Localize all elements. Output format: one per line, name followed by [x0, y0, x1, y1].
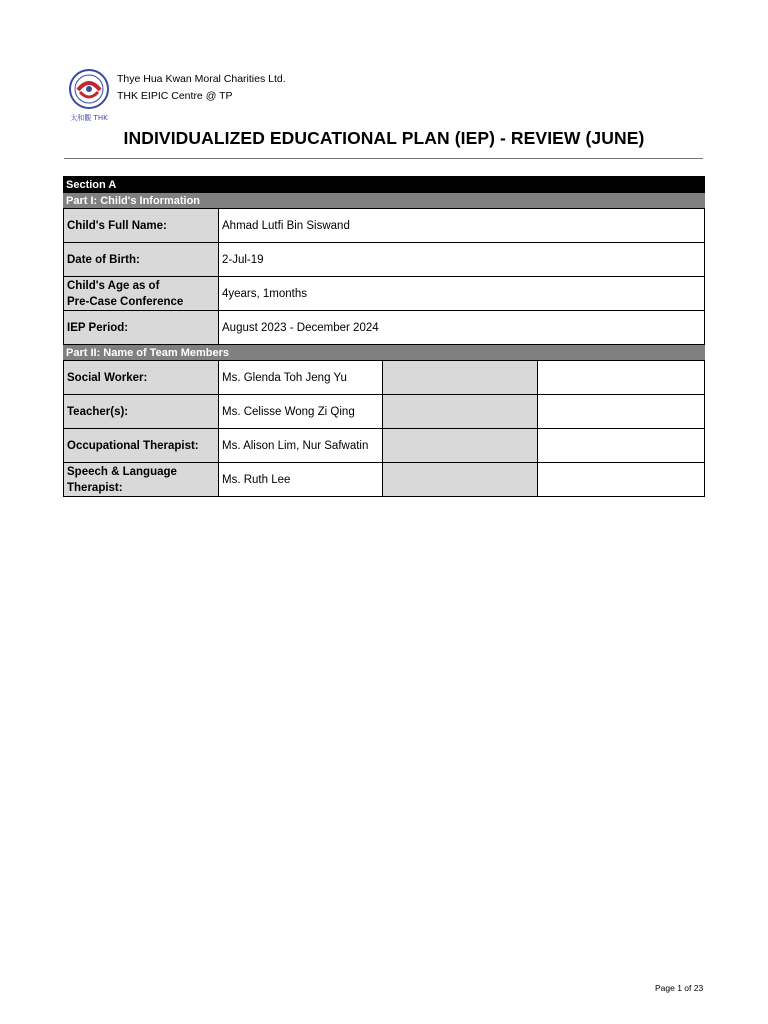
- ot-value: Ms. Alison Lim, Nur Safwatin: [219, 429, 383, 463]
- table-row: [64, 243, 705, 277]
- table-row: [64, 395, 705, 429]
- empty-cell: [538, 463, 705, 497]
- age-label-line2: Pre-Case Conference: [67, 295, 184, 308]
- section-a-label: Section A: [64, 177, 705, 193]
- slt-label-line2: Therapist:: [67, 481, 123, 494]
- teacher-value: Ms. Celisse Wong Zi Qing: [219, 395, 383, 429]
- centre-name: THK EIPIC Centre @ TP: [117, 90, 233, 102]
- iep-period-label: IEP Period:: [64, 311, 219, 345]
- empty-cell: [538, 361, 705, 395]
- thk-logo-icon: [68, 68, 114, 124]
- slt-value: Ms. Ruth Lee: [219, 463, 383, 497]
- social-worker-label: Social Worker:: [64, 361, 219, 395]
- page-title: INDIVIDUALIZED EDUCATIONAL PLAN (IEP) - REVIEW (JUNE): [123, 128, 645, 148]
- title-divider: [64, 158, 703, 159]
- svg-text:太和觀 THK: 太和觀 THK: [70, 114, 108, 122]
- iep-period-value: August 2023 - December 2024: [219, 311, 705, 345]
- empty-cell: [538, 429, 705, 463]
- section-header-row: [64, 177, 705, 193]
- organization-info: [117, 71, 286, 105]
- slt-label: [64, 463, 219, 497]
- teacher-label: Teacher(s):: [64, 395, 219, 429]
- dob-label: Date of Birth:: [64, 243, 219, 277]
- page-number: Page 1 of 23: [655, 983, 704, 993]
- empty-cell: [383, 395, 538, 429]
- age-value: 4years, 1months: [219, 277, 705, 311]
- age-label: [64, 277, 219, 311]
- social-worker-value: Ms. Glenda Toh Jeng Yu: [219, 361, 383, 395]
- table-row: [64, 463, 705, 497]
- iep-form-table: [63, 176, 705, 497]
- organization-name: Thye Hua Kwan Moral Charities Ltd.: [117, 73, 286, 85]
- age-label-line1: Child's Age as of: [67, 279, 160, 292]
- table-row: [64, 277, 705, 311]
- empty-cell: [383, 361, 538, 395]
- full-name-label: Child's Full Name:: [64, 209, 219, 243]
- table-row: [64, 429, 705, 463]
- part1-label: Part I: Child's Information: [64, 193, 705, 209]
- ot-label: Occupational Therapist:: [64, 429, 219, 463]
- part-header-row: [64, 193, 705, 209]
- document-header: [68, 68, 708, 128]
- table-row: [64, 361, 705, 395]
- slt-label-line1: Speech & Language: [67, 465, 177, 478]
- table-row: [64, 209, 705, 243]
- empty-cell: [383, 463, 538, 497]
- empty-cell: [538, 395, 705, 429]
- part-header-row: [64, 345, 705, 361]
- empty-cell: [383, 429, 538, 463]
- dob-value: 2-Jul-19: [219, 243, 705, 277]
- full-name-value: Ahmad Lutfi Bin Siswand: [219, 209, 705, 243]
- part2-label: Part II: Name of Team Members: [64, 345, 705, 361]
- table-row: [64, 311, 705, 345]
